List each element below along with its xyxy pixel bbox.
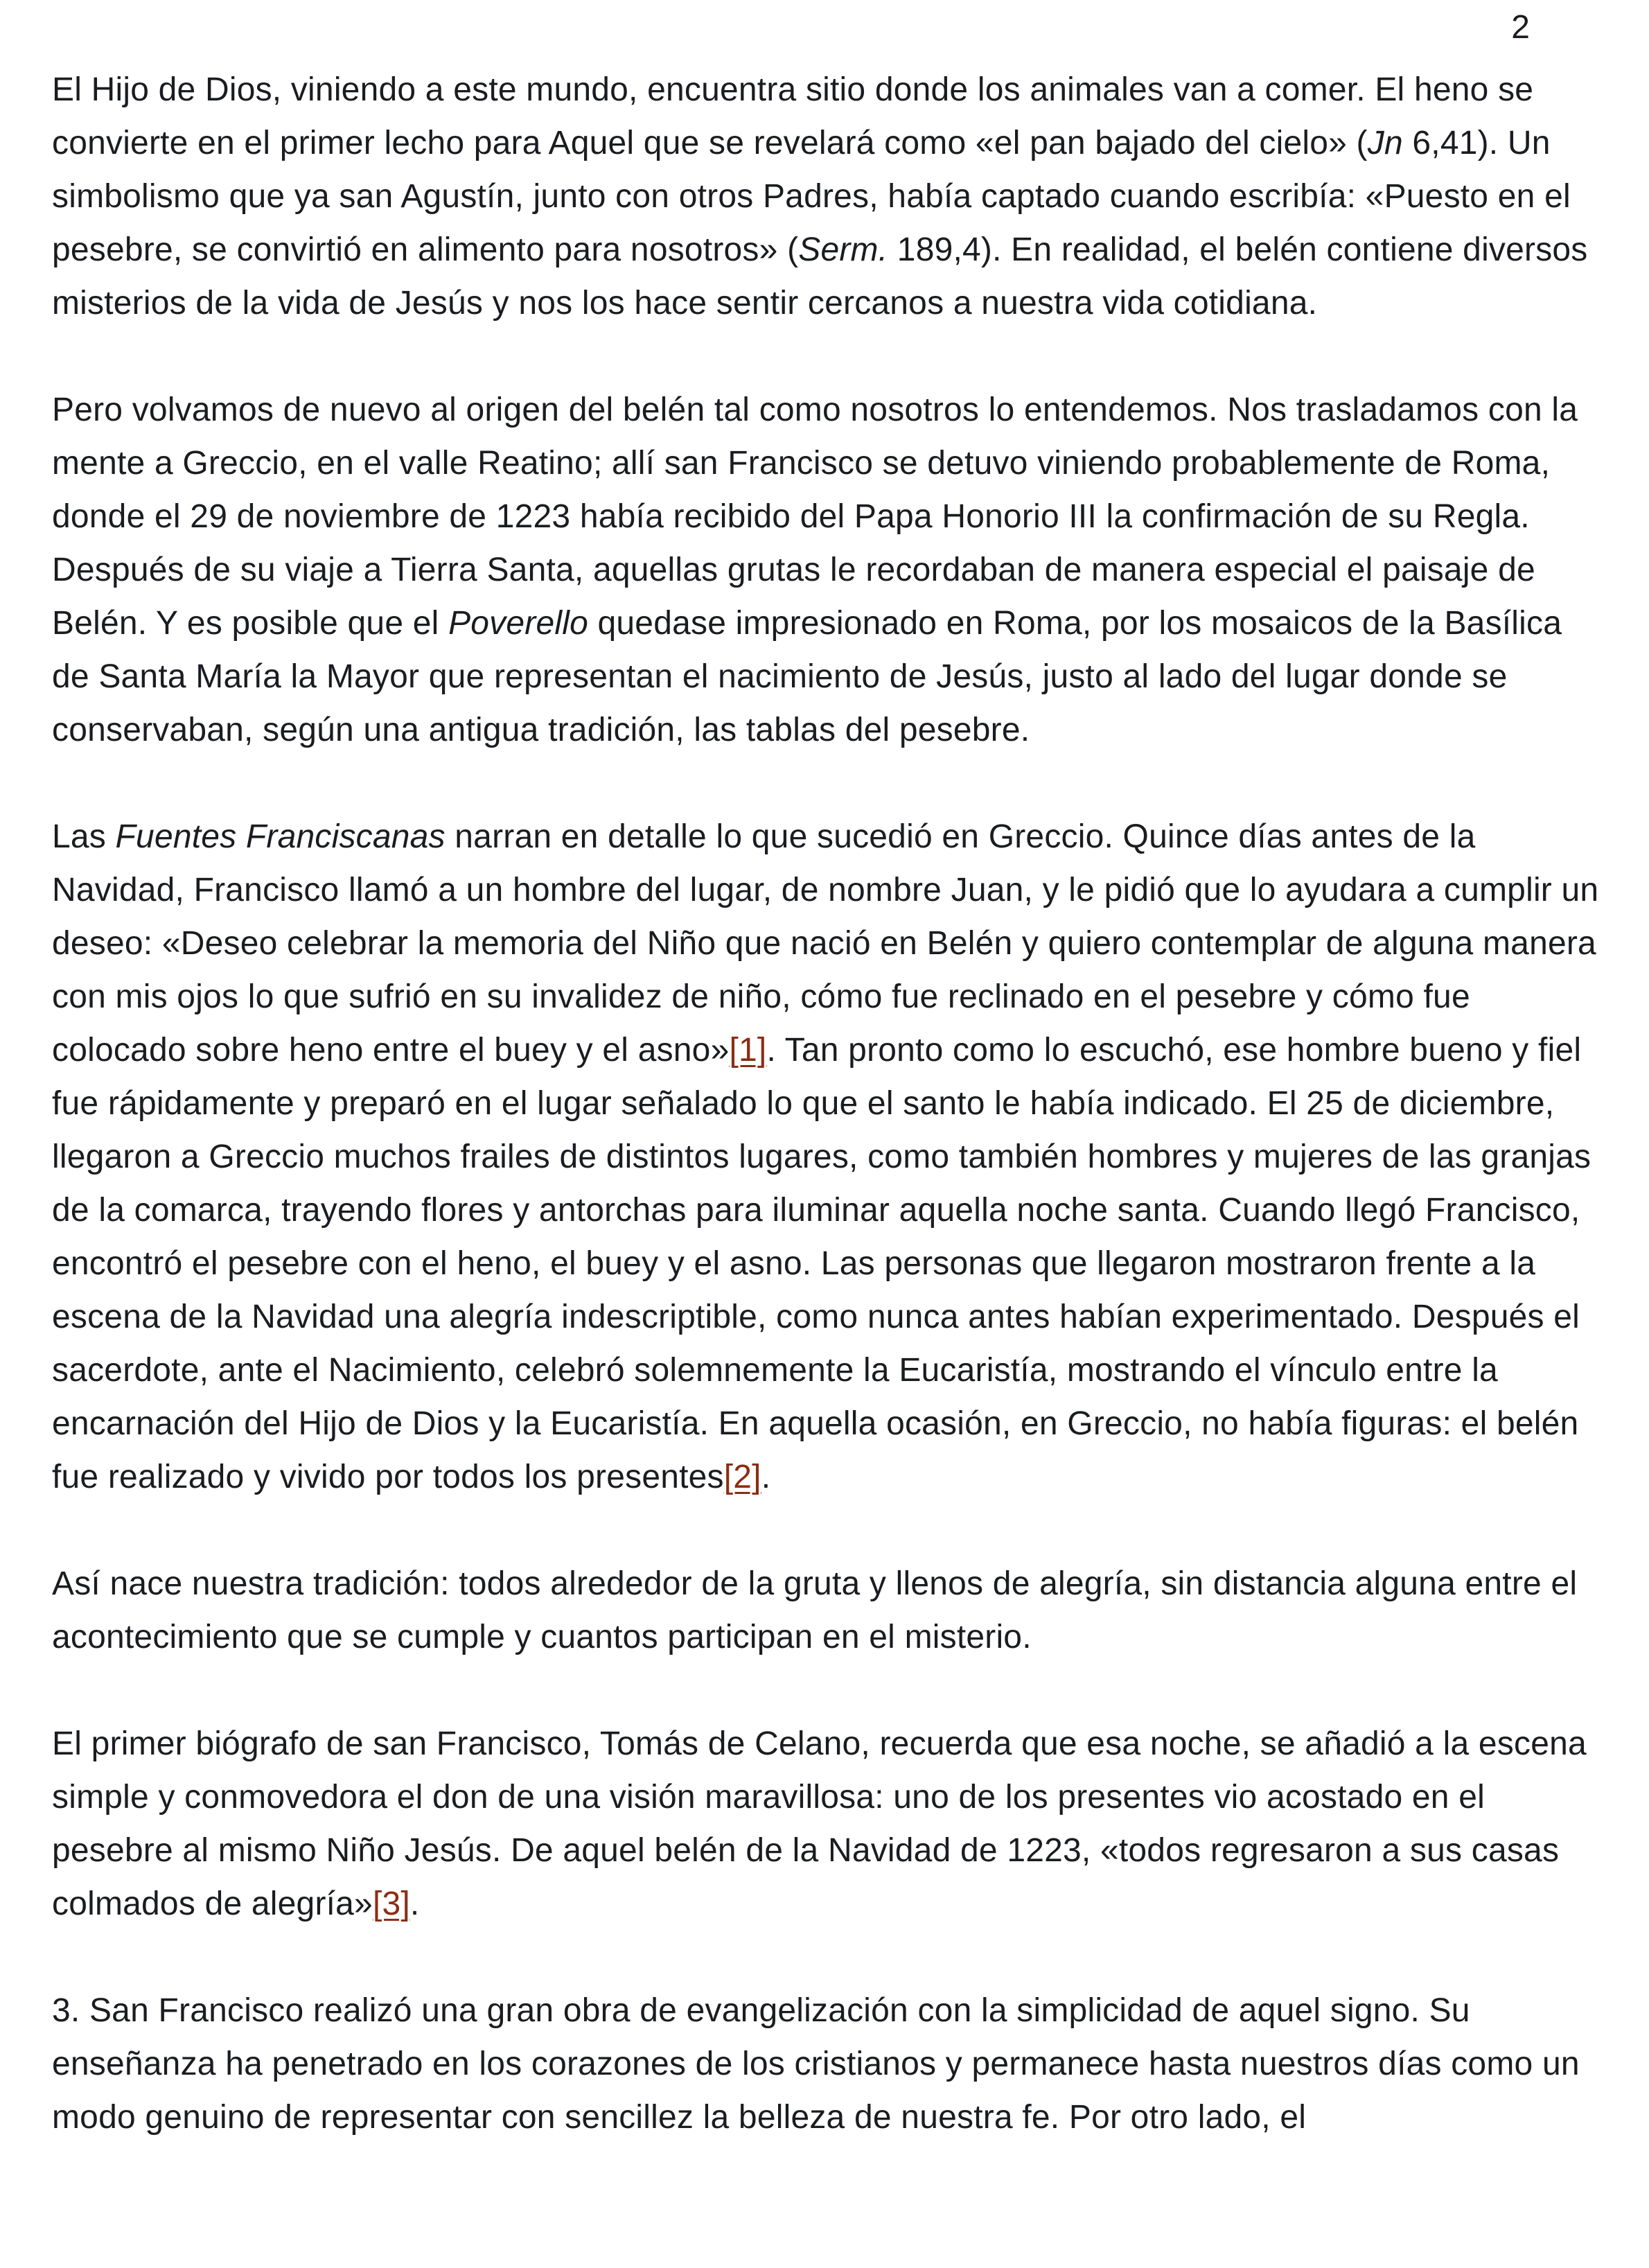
paragraph (52, 810, 1600, 1504)
italic-text: Serm. (798, 231, 888, 268)
italic-text: Fuentes Franciscanas (115, 818, 446, 855)
paragraph (52, 1557, 1600, 1664)
footnote-link-1[interactable]: [1] (729, 1032, 767, 1069)
text-run: . (761, 1459, 771, 1495)
text-run: Pero volvamos de nuevo al origen del belén tal como nosotros lo entendemos. Nos trasladamos con la mente a Greccio, en el valle Reatino; allí san Francisco se detuvo viniendo probablemente de Roma, donde el 29 de noviembre de 1223 había recibido del Papa Honorio III la confirmación de su Regla. Después de su viaje a Tierra Santa, aquellas grutas le recordaban de manera especial el paisaje de Belén. Y es posible que el (52, 392, 1578, 642)
text-run: Así nace nuestra tradición: todos alrededor de la gruta y llenos de alegría, sin distancia alguna entre el acontecimiento que se cumple y cuantos participan en el misterio. (52, 1565, 1578, 1655)
paragraph (52, 63, 1600, 330)
italic-text: Poverello (448, 605, 588, 642)
text-run: El primer biógrafo de san Francisco, Tomás de Celano, recuerda que esa noche, se añadió a la escena simple y conmovedora el don de una visión maravillosa: uno de los presentes vio acostado en el pesebre al mismo Niño Jesús. De aquel belén de la Navidad de 1223, «todos regresaron a sus casas colmados de alegría» (52, 1725, 1587, 1922)
text-run: Las (52, 818, 116, 855)
italic-text: Jn (1367, 125, 1403, 161)
paragraph (52, 383, 1600, 757)
footnote-link-2[interactable]: [2] (723, 1459, 761, 1495)
text-run: 6,41). Un simbolismo que ya san Agustín, junto con otros Padres, había captado cuando escribía: «Puesto en el pesebre, se convirtió en alimento para nosotros» ( (52, 125, 1571, 268)
text-run: . Tan pronto como lo escuchó, ese hombre bueno y fiel fue rápidamente y preparó en el lugar señalado lo que el santo le había indicado. El 25 de diciembre, llegaron a Greccio muchos frailes de distintos lugares, como también hombres y mujeres de las granjas de la comarca, trayendo flores y antorchas para iluminar aquella noche santa. Cuando llegó Francisco, encontró el pesebre con el heno, el buey y el asno. Las personas que llegaron mostraron frente a la escena de la Navidad una alegría indescriptible, como nunca antes habían experimentado. Después el sacerdote, ante el Nacimiento, celebró solemnemente la Eucaristía, mostrando el vínculo entre la encarnación del Hijo de Dios y la Eucaristía. En aquella ocasión, en Greccio, no había figuras: el belén fue realizado y vivido por todos los presentes (52, 1032, 1591, 1495)
text-run: 189,4). En realidad, el belén contiene diversos misterios de la vida de Jesús y nos los hace sentir cercanos a nuestra vida cotidiana. (52, 231, 1588, 322)
text-run: narran en detalle lo que sucedió en Greccio. Quince días antes de la Navidad, Francisco llamó a un hombre del lugar, de nombre Juan, y le pidió que lo ayudara a cumplir un deseo: «Deseo celebrar la memoria del Niño que nació en Belén y quiero contemplar de alguna manera con mis ojos lo que sufrió en su invalidez de niño, cómo fue reclinado en el pesebre y cómo fue colocado sobre heno entre el buey y el asno» (52, 818, 1599, 1069)
text-run: El Hijo de Dios, viniendo a este mundo, encuentra sitio donde los animales van a comer. El heno se convierte en el primer lecho para Aquel que se revelará como «el pan bajado del cielo» ( (52, 71, 1534, 161)
document-body (52, 63, 1600, 2197)
footnote-link-3[interactable]: [3] (372, 1885, 410, 1922)
text-run: . (409, 1885, 420, 1922)
text-run: 3. San Francisco realizó una gran obra de evangelización con la simplicidad de aquel signo. Su enseñanza ha penetrado en los corazones de los cristianos y permanece hasta nuestros días como un modo genuino de representar con sencillez la belleza de nuestra fe. Por otro lado, el (52, 1992, 1580, 2136)
paragraph (52, 1984, 1600, 2144)
text-run: quedase impresionado en Roma, por los mosaicos de la Basílica de Santa María la Mayor que representan el nacimiento de Jesús, justo al lado del lugar donde se conservaban, según una antigua tradición, las tablas del pesebre. (52, 605, 1562, 748)
paragraph (52, 1717, 1600, 1931)
page-number: 2 (1511, 9, 1530, 46)
